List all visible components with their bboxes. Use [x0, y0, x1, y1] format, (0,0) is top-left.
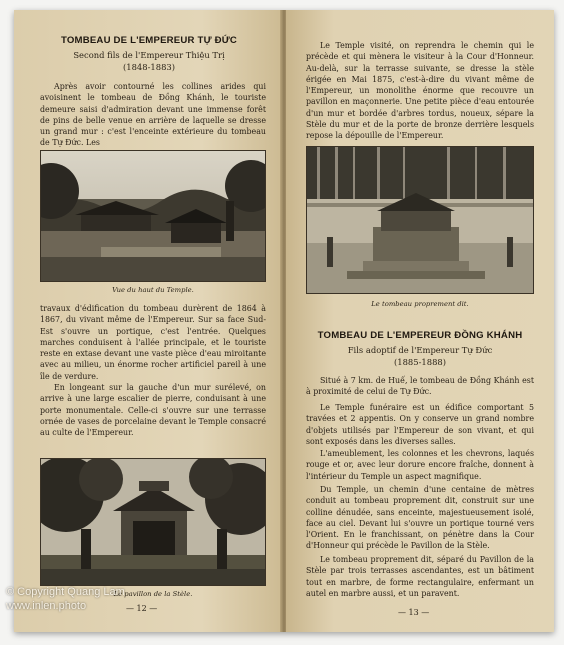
left-caption-1: Vue du haut du Temple.: [112, 286, 194, 294]
photo-tomb: [306, 146, 534, 294]
tomb-image: [307, 147, 534, 294]
right-page: [286, 10, 554, 632]
left-paragraph-1: Après avoir contourné les collines arides qui avoisinent le tombeau de Đồng Khánh, le touriste demeure saisi d'admiration devant une immense forêt de pins de belle venue en arrière de laquelle se dresse un grand mur : c'est l'enceinte extérieure du tombeau de Tự Đức. Les: [40, 82, 266, 148]
temple-view-image: [41, 151, 266, 282]
right-subtitle: Fils adoptif de l'Empereur Tự Đức: [347, 345, 493, 355]
left-dates: (1848-1883): [123, 62, 175, 72]
copyright-watermark: [6, 586, 125, 612]
watermark-url: www.inlen.photo: [6, 600, 87, 612]
right-page-number: — 13 —: [398, 608, 430, 617]
left-title: TOMBEAU DE L'EMPEREUR TỰ ĐỨC: [60, 35, 238, 46]
right-paragraph-1: Le Temple visité, on reprendra le chemin qui le précède et qui mènera le visiteur à la Cour d'Honneur. Au-delà, sur la terrasse suivante, se dresse la stèle érigée en Mai 1875, c'est-à-dire du vivant même de l'Empereur, un monolithe énorme que recouvre un pavillon en maçonnerie. Une petite pièce d'eau entourée d'un mur et bordée d'arbres tordus, noueux, sépare la Stèle du mur et de la porte de bronze derrière lesquels repose la dépouille de l'Empereur.: [306, 41, 534, 141]
left-paragraph-3: En longeant sur la gauche d'un mur surélevé, on arrive à une large escalier de pierre, conduisant à une porte monumentale. Celle-ci s'ouvre sur une terrasse ornée de vases de porcelaine devant le Temple consacré au culte de l'Empereur.: [40, 383, 266, 438]
booklet: [14, 10, 554, 632]
stele-pavilion-image: [41, 459, 266, 586]
left-page: [14, 10, 282, 632]
right-paragraph-6: Le tombeau proprement dit, séparé du Pavillon de la Stèle par trois terrasses ascendantes, est un bâtiment tout en marbre, de forme rectangulaire, enfermant un autel en marbre aussi, et un paravent.: [306, 555, 534, 598]
right-caption-1: Le tombeau proprement dit.: [371, 300, 469, 308]
left-subtitle: Second fils de l'Empereur Thiệu Trị: [73, 50, 225, 60]
photo-stele-pavilion: [40, 458, 266, 586]
right-paragraph-3: Le Temple funéraire est un édifice comportant 5 travées et 2 appentis. On y conserve un grand nombre d'objets utilisés par l'Empereur de son vivant, et qui sont exposés dans les diverses salles.: [306, 403, 534, 446]
right-paragraph-4: L'ameublement, les colonnes et les chevrons, laqués rouge et or, avec leur dorure encore fraîche, donnent à l'intérieur du Temple un aspect magnifique.: [306, 449, 534, 481]
right-title: TOMBEAU DE L'EMPEREUR ĐỒNG KHÁNH: [317, 330, 523, 341]
right-paragraph-5: Du Temple, un chemin d'une centaine de mètres conduit au tombeau proprement dit, construit sur une colline dénudée, sans enceinte, majestueusement isolé, face au ciel. Devant lui s'ouvre un portique tourné vers l'Orient. En le franchissant, on pénètre dans la Cour d'Honneur qui précède le Pavillon de la Stèle.: [306, 485, 534, 551]
left-paragraph-2: travaux d'édification du tombeau durèrent de 1864 à 1867, du vivant même de l'Empereur. Sur sa face Sud-Est s'ouvre un portique, c'est l'entrée. Quelques marches conduisent à l'allée principale, et le touriste reste en extase devant une vaste pièce d'eau miroitante avec au milieu, un énorme rocher artificiel pareil à une île de verdure.: [40, 304, 266, 381]
right-dates: (1885-1888): [394, 357, 446, 367]
right-paragraph-2: Situé à 7 km. de Huế, le tombeau de Đồng Khánh est à proximité de celui de Tự Đức.: [306, 376, 534, 397]
photo-temple-view: [40, 150, 266, 282]
left-caption-2: Le pavillon de la Stèle.: [113, 590, 193, 598]
watermark-copyright: © Copyright Quang Lam: [6, 586, 125, 598]
left-page-number: — 12 —: [126, 604, 158, 613]
